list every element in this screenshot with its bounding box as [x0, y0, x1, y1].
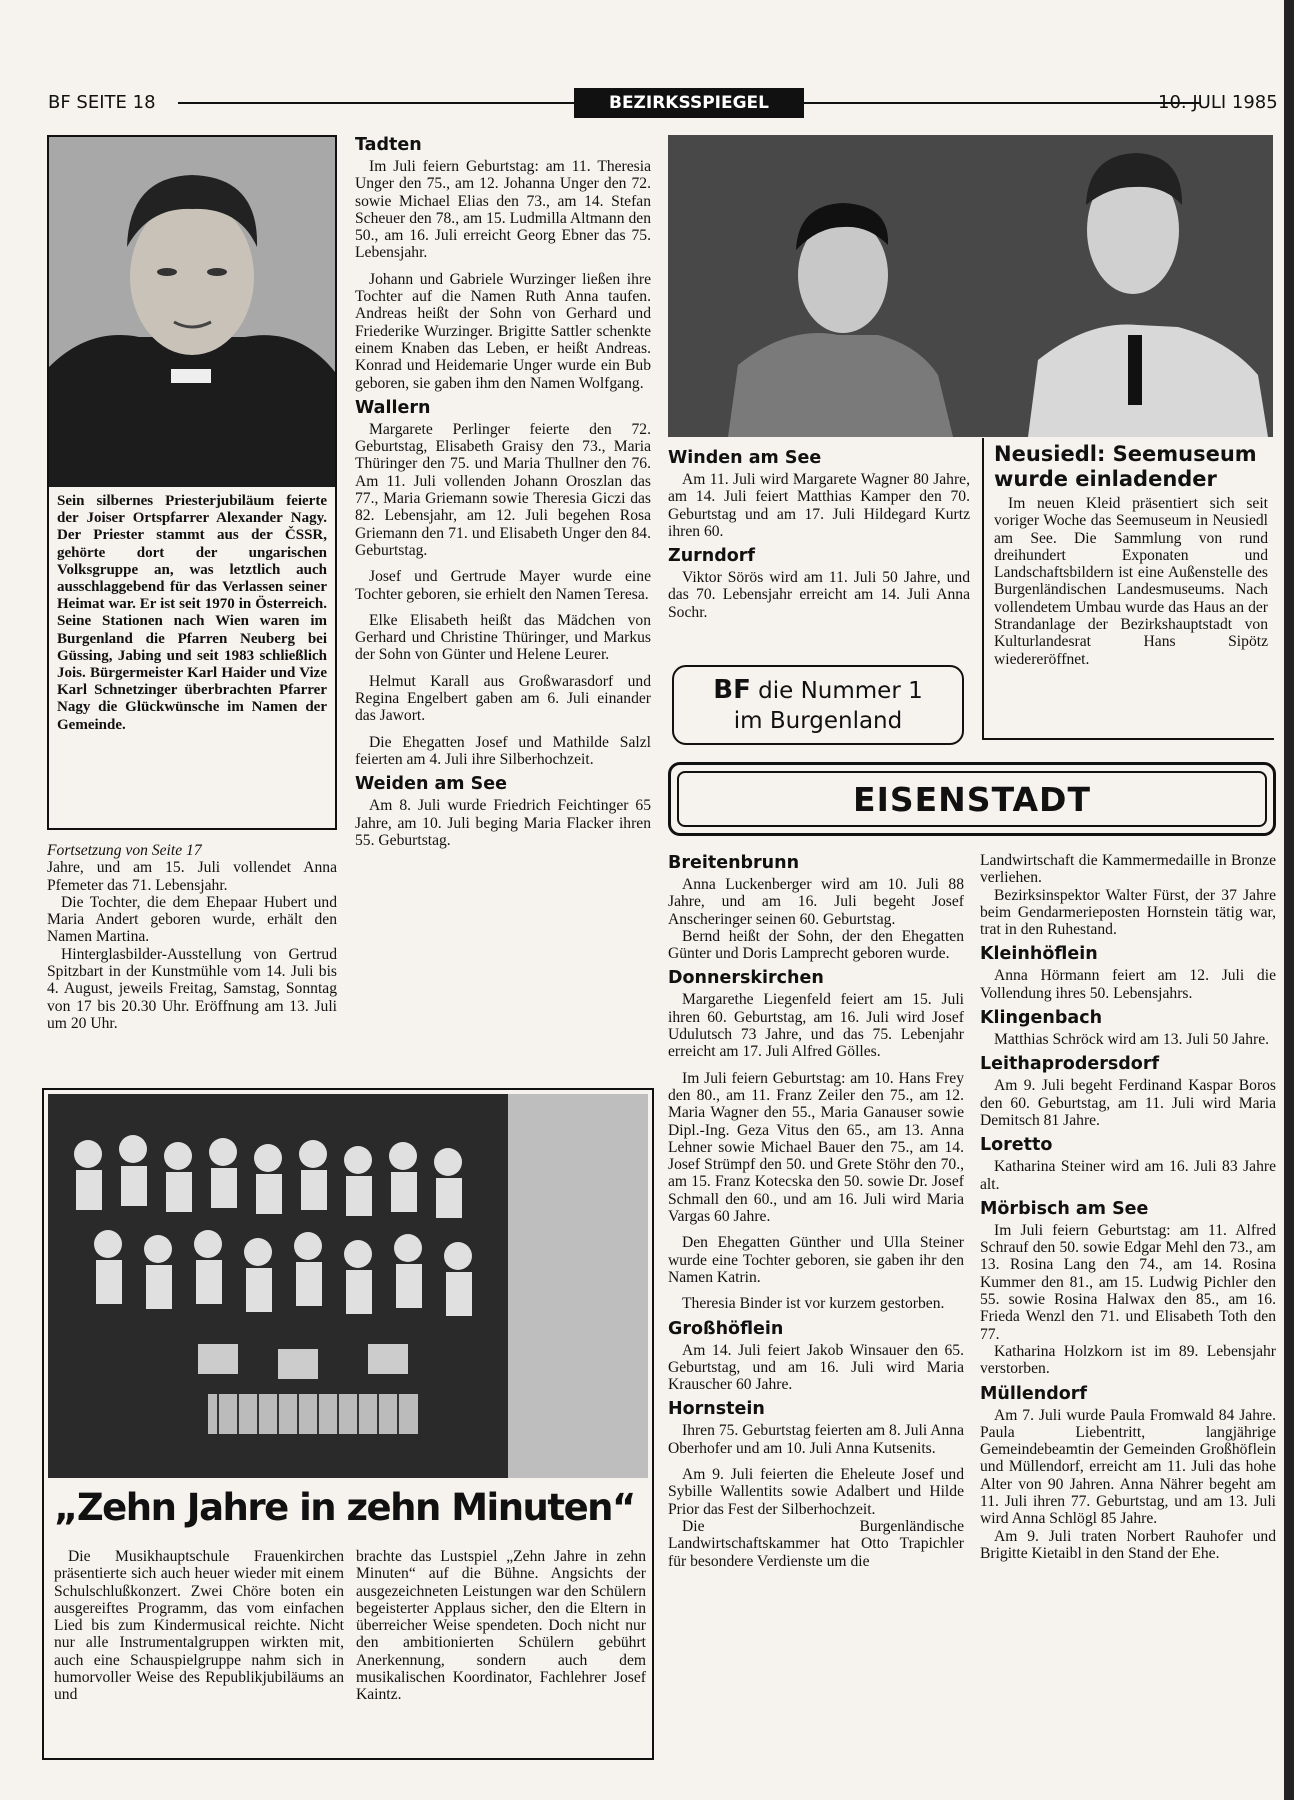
- section-heading: Loretto: [980, 1135, 1053, 1156]
- article-paragraph: Katharina Holzkorn ist im 89. Lebensjahr verstorben.: [980, 1342, 1276, 1378]
- article-paragraph: Am 8. Juli wurde Friedrich Feichtinger 65 Jahre, am 10. Juli beging Maria Flacker ihren 55. Geburtstag.: [355, 797, 651, 849]
- section-heading: Breitenbrunn: [668, 853, 800, 873]
- section-heading: Hornstein: [668, 1399, 765, 1420]
- priest-box: [47, 135, 337, 830]
- article-paragraph: Im Juli feiern Geburtstag: am 11. Alfred Schrauf den 50. sowie Edgar Mehl den 73., am 13. Rosina Lang den 74., am 14. Rosina Kummer den 81., am 15. Ludwig Pichler den 55. sowie Rosina Halwax den 85., am 16. Frieda Wenzl den 71. und Elisabeth Toth den 77.: [980, 1221, 1276, 1343]
- section-heading: Leithaprodersdorf: [980, 1054, 1160, 1075]
- section-heading: Zurndorf: [668, 546, 756, 567]
- article-paragraph: Bernd heißt der Sohn, der den Ehegatten Günter und Doris Lamprecht geboren wurde.: [668, 927, 964, 963]
- column-3-top: [668, 447, 970, 621]
- fortsetzung-paragraph: Die Tochter, die dem Ehepaar Hubert und Maria Andert geboren wurde, erhält den Namen Martina.: [47, 893, 337, 946]
- article-paragraph: Anna Luckenberger wird am 10. Juli 88 Jahre, und am 16. Juli begeht Josef Anscheringer seinen 60. Geburtstag.: [668, 876, 964, 928]
- ad-text-1: die Nummer 1: [758, 677, 923, 704]
- eisenstadt-banner: [668, 762, 1276, 836]
- issue-date: 10. JULI 1985: [1158, 92, 1278, 113]
- article-paragraph: Den Ehegatten Günther und Ulla Steiner wurde eine Tochter geboren, sie gaben ihr den Namen Katrin.: [668, 1234, 964, 1286]
- article-paragraph: Am 11. Juli wird Margarete Wagner 80 Jahre, am 14. Juli feiert Matthias Kamper den 70. Geburtstag und am 17. Juli Hildegard Kurtz ihren 60.: [668, 471, 970, 540]
- article-paragraph: Johann und Gabriele Wurzinger ließen ihre Tochter auf die Namen Ruth Anna taufen. Andreas heißt der Sohn von Gerhard und Friederike Wurzinger. Brigitte Sattler schenkte einem Knaben das Leben, er heißt Andreas. Konrad und Heidemarie Unger wurde ein Bub geboren, sie gaben ihm den Namen Wolfgang.: [355, 270, 651, 392]
- priest-photo: [49, 137, 335, 487]
- article-paragraph: Anna Hörmann feiert am 12. Juli die Vollendung ihres 50. Lebensjahrs.: [980, 967, 1276, 1002]
- article-paragraph: Die Ehegatten Josef und Mathilde Salzl feierten am 4. Juli ihre Silberhochzeit.: [355, 733, 651, 768]
- ad-brand: BF: [713, 674, 751, 705]
- header-rule-right: [800, 102, 1200, 104]
- header-rule-left: [178, 102, 578, 104]
- seemuseum-article: [982, 438, 1274, 740]
- article-paragraph: Elke Elisabeth heißt das Mädchen von Gerhard und Christine Thüringer, und Markus der Sohn von Günter und Helene Leurer.: [355, 611, 651, 664]
- seemuseum-photo: [668, 135, 1273, 437]
- section-label: BEZIRKSSPIEGEL: [574, 88, 804, 118]
- article-paragraph: Bezirksinspektor Walter Fürst, der 37 Jahre beim Gendarmerieposten Hornstein tätig war, trat in den Ruhestand.: [980, 886, 1276, 939]
- page-edge: [1284, 0, 1294, 1800]
- fortsetzung-paragraph: Hinterglasbilder-Ausstellung von Gertrud Spitzbart in der Kunstmühle vom 14. Juli bis 4. August, jeweils Freitag, Samstag, Sonntag von 17 bis 20.30 Uhr. Eröffnung am 13. Juli um 20 Uhr.: [47, 945, 337, 1032]
- article-paragraph: Am 14. Juli feiert Jakob Winsauer den 65. Geburtstag, und am 16. Juli wird Maria Krauscher 60 Jahre.: [668, 1341, 964, 1394]
- concert-text-right: brachte das Lustspiel „Zehn Jahre in zehn Minuten“ auf die Bühne. Angsichts der ausgezeichneten Leistungen war den Schülern begeisterter Applaus sicher, den die Eltern in überreicher Weise spendeten. Doch nicht nur den ambitionierten Schülern gebührt Anerkennung, sondern auch dem musikalischen Koordinator, Fachlehrer Josef Kaintz.: [356, 1548, 646, 1704]
- page-header: [48, 88, 1288, 118]
- section-heading: Großhöflein: [668, 1318, 784, 1339]
- eisenstadt-banner-inner: EISENSTADT: [677, 771, 1267, 827]
- section-heading: Tadten: [355, 135, 422, 155]
- column-4: [980, 852, 1276, 1562]
- section-heading: Donnerskirchen: [668, 968, 824, 989]
- section-heading: Wallern: [355, 397, 431, 418]
- article-paragraph: Die Burgenländische Landwirtschaftskammer hat Otto Trapichler für besondere Verdienste um die: [668, 1517, 964, 1570]
- article-paragraph: Theresia Binder ist vor kurzem gestorben.: [682, 1295, 945, 1313]
- column-3-bottom: [668, 852, 964, 1570]
- article-paragraph: Ihren 75. Geburtstag feierten am 8. Juli Anna Oberhofer und am 10. Juli Anna Kutsenits.: [668, 1422, 964, 1457]
- bf-ad: [672, 665, 964, 745]
- concert-photo: [48, 1094, 648, 1478]
- ad-line-1: [713, 675, 922, 706]
- seemuseum-title: Neusiedl: Seemuseum wurde einladender: [994, 442, 1257, 491]
- section-heading: Klingenbach: [980, 1008, 1103, 1029]
- column-2: [355, 134, 651, 849]
- section-heading: Winden am See: [668, 448, 822, 468]
- concert-text-left: Die Musikhauptschule Frauenkirchen präsentierte sich auch heuer wieder mit einem Schulschlußkonzert. Zwei Chöre boten ein ausgereiftes Programm, das vom einfachen Lied bis zum Kindermusical reichte. Nicht nur alle Instrumentalgruppen wirkten mit, auch eine Schauspielgruppe nahm sich in humorvoller Weise des Republikjubiläums an und: [54, 1548, 344, 1704]
- article-paragraph: Josef und Gertrude Mayer wurde eine Tochter geboren, sie erhielt den Namen Teresa.: [355, 568, 651, 603]
- fortsetzung-block: [47, 842, 337, 1032]
- article-paragraph: Matthias Schröck wird am 13. Juli 50 Jahre.: [994, 1031, 1270, 1049]
- seemuseum-text: Im neuen Kleid präsentiert sich seit voriger Woche das Seemuseum in Neusiedl am See. Die Sammlung von rund dreihundert Exponaten und Landschaftsbildern ist eine Außenstelle des Burgenländischen Landesmuseums. Nach vollendetem Umbau wurde das Haus an der Strandanlage der Bezirkshauptstadt von Kulturlandesrat Hans Sipötz wiedereröffnet.: [994, 495, 1268, 668]
- fortsetzung-label: Fortsetzung von Seite 17: [47, 842, 202, 859]
- article-paragraph: Margarete Perlinger feierte den 72. Geburtstag, Elisabeth Graisy den 73., Maria Thüringer den 75. und Maria Thullner den 76. Am 11. Juli vollenden Johann Oroszlan das 77., Maria Griemann sowie Theresia Giczi das 82. Lebensjahr, am 12. Juli begehen Rosa Griemann den 71. und Elisabeth Unger den 84. Geburtstag.: [355, 420, 651, 559]
- concert-article: [42, 1088, 654, 1760]
- article-paragraph: Im Juli feiern Geburtstag: am 11. Theresia Unger den 75., am 12. Johanna Unger den 72. sowie Michael Elias den 73., am 14. Stefan Scheuer den 78., am 15. Ludmilla Altmann den 50., am 16. Juli erreicht Georg Ebner das 75. Lebensjahr.: [355, 158, 651, 262]
- article-paragraph: Katharina Steiner wird am 16. Juli 83 Jahre alt.: [980, 1158, 1276, 1193]
- article-paragraph: Helmut Karall aus Großwarasdorf und Regina Engelbert gaben am 6. Juli einander das Jawort.: [355, 672, 651, 725]
- section-heading: Mörbisch am See: [980, 1198, 1149, 1219]
- ad-line-2: im Burgenland: [733, 707, 903, 734]
- section-heading: Kleinhöflein: [980, 944, 1098, 965]
- article-paragraph: Am 9. Juli begeht Ferdinand Kaspar Boros den 60. Geburtstag, am 11. Juli wird Maria Demitsch 81 Jahre.: [980, 1077, 1276, 1129]
- page-number: BF SEITE 18: [48, 92, 156, 113]
- priest-caption: Sein silbernes Priesterjubiläum feierte der Joiser Ortspfarrer Alexander Nagy. Der Priester stammt aus der ČSSR, gehörte dort der ungarischen Volksgruppe an, was letztlich auch ausschlaggebend für das Verlassen seiner Heimat war. Er ist seit 1970 in Österreich. Seine Stationen nach Wien waren im Burgenland die Pfarren Neuberg bei Güssing, Jabing und seit 1983 schließlich Jois. Bürgermeister Karl Haider und Vize Karl Schnetzinger überbrachten Pfarrer Nagy die Glückwünsche im Namen der Gemeinde.: [57, 493, 327, 733]
- article-paragraph: Landwirtschaft die Kammermedaille in Bronze verliehen.: [980, 852, 1276, 887]
- concert-headline: „Zehn Jahre in zehn Minuten“: [54, 1486, 635, 1529]
- article-paragraph: Am 9. Juli traten Norbert Rauhofer und Brigitte Kietaibl in den Stand der Ehe.: [980, 1527, 1276, 1562]
- article-paragraph: Am 9. Juli feierten die Eheleute Josef und Sybille Wallentits sowie Adalbert und Hilde Prior das Fest der Silberhochzeit.: [668, 1466, 964, 1518]
- article-paragraph: Am 7. Juli wurde Paula Fromwald 84 Jahre. Paula Liebentritt, langjährige Gemeindebeamtin der Gemeinden Großhöflein und Müllendorf, erreicht am 11. Juli das hohe Alter von 90 Jahren. Anna Nährer begeht am 11. Juli ihren 77. Geburtstag, und am 13. Juli wird Anna Schlögl 85 Jahre.: [980, 1406, 1276, 1528]
- section-heading: Müllendorf: [980, 1383, 1087, 1404]
- fortsetzung-paragraph: Jahre, und am 15. Juli vollendet Anna Pfemeter das 71. Lebensjahr.: [47, 859, 337, 894]
- section-heading: Weiden am See: [355, 774, 507, 795]
- article-paragraph: Margarethe Liegenfeld feiert am 15. Juli ihren 60. Geburtstag, am 16. Juli wird Josef Udulutsch 73 Jahre, und das 75. Lebenjahr erreicht am 17. Juli Alfred Gölles.: [668, 991, 964, 1061]
- article-paragraph: Im Juli feiern Geburtstag: am 10. Hans Frey den 80., am 11. Franz Zeiler den 75., am 12. Maria Wagner den 55., Maria Ganauser sowie Dipl.-Ing. Geza Vitus den 65., am 13. Anna Lehner sowie Michael Bauer den 75., am 14. Josef Strümpf den 50. und Grete Stöhr den 70., am 15. Franz Kotecska den 50. sowie Dr. Josef Schmall den 60., und am 16. Juli wird Maria Vargas 60 Jahre.: [668, 1069, 964, 1226]
- article-paragraph: Viktor Sörös wird am 11. Juli 50 Jahre, und das 70. Lebensjahr erreicht am 14. Juli Anna Sochr.: [668, 569, 970, 621]
